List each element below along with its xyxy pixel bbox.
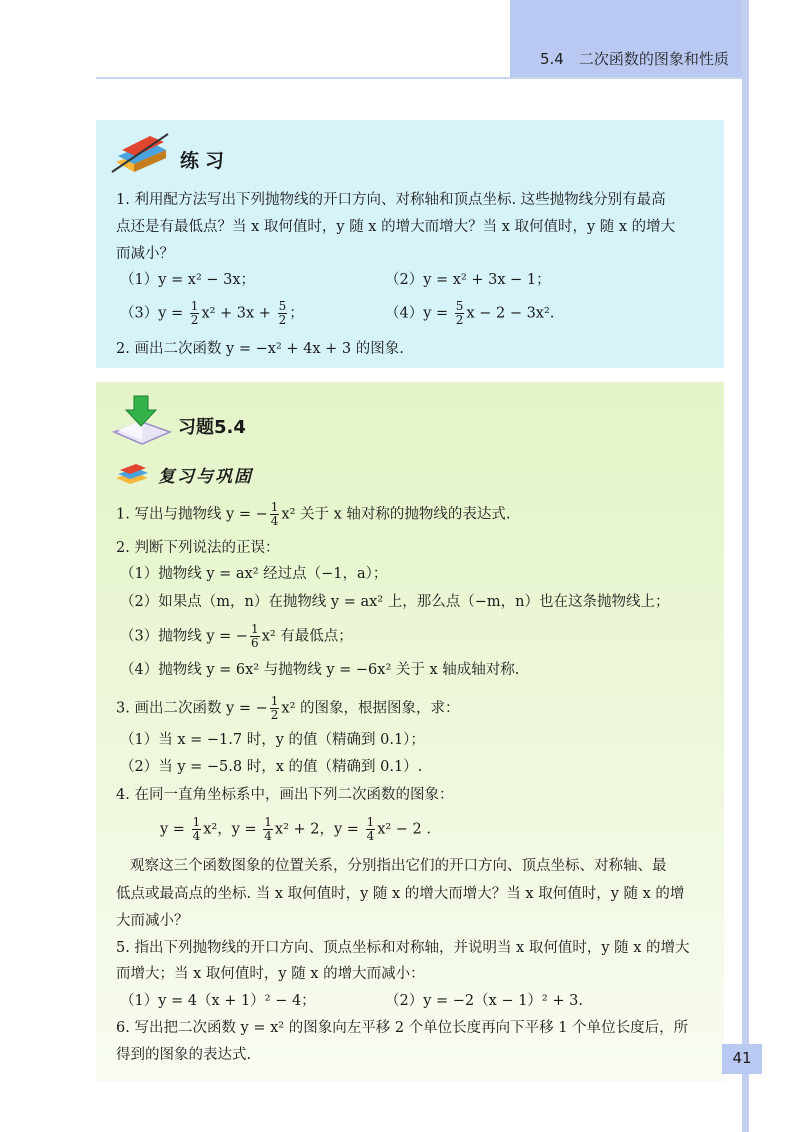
- exercise-q4-line3: 大而减小？: [116, 913, 189, 929]
- review-book-icon: [112, 460, 152, 486]
- header-rule: [96, 77, 742, 79]
- exercise-q3-part2: （2）当 y = −5.8 时，x 的值（精确到 0.1）.: [120, 759, 423, 775]
- exercise-q6-line1: 6. 写出把二次函数 y = x² 的图象向左平移 2 个单位长度再向下平移 1 个单位长度后，所: [116, 1020, 689, 1036]
- practice-q1-line1: 1. 利用配方法写出下列抛物线的开口方向、对称轴和顶点坐标. 这些抛物线分别有最高: [116, 192, 666, 208]
- practice-q1-part1: （1）y = x² − 3x；: [120, 272, 256, 288]
- exercise-notebook-icon: [108, 392, 174, 450]
- exercise-q2-part4: （4）抛物线 y = 6x² 与抛物线 y = −6x² 关于 x 轴成轴对称.: [120, 662, 520, 678]
- exercise-q6-line2: 得到的图象的表达式.: [116, 1047, 252, 1063]
- practice-q1-part4: （4）y = $\frac{5}{2}$ x − 2 − 3x².: [385, 299, 555, 327]
- exercise-q5-part2: （2）y = −2（x − 1）² + 3.: [385, 993, 583, 1009]
- exercise-q3-part1: （1）当 x = −1.7 时，y 的值（精确到 0.1）；: [120, 732, 425, 748]
- exercise-q2: 2. 判断下列说法的正误：: [116, 540, 280, 556]
- exercise-q1: 1. 写出与抛物线 y = − $\frac{1}{4}$ x² 关于 x 轴对称的抛物线的表达式.: [116, 500, 511, 528]
- exercise-q2-part3: （3）抛物线 y = − $\frac{1}{6}$ x² 有最低点；: [120, 622, 353, 650]
- review-subtitle: 复习与巩固: [158, 467, 253, 487]
- page-number: 41: [732, 1049, 752, 1067]
- practice-book-icon: [108, 128, 174, 176]
- exercise-title: 习题5.4: [178, 417, 246, 438]
- exercise-q4-functions: y = $\frac{1}{4}$ x²，y = $\frac{1}{4}$ x² + 2，y = $\frac{1}{4}$ x² − 2 .: [160, 815, 432, 843]
- practice-q1-part2: （2）y = x² + 3x − 1；: [385, 272, 551, 288]
- practice-q1-line3: 而减小？: [116, 246, 174, 262]
- practice-q2: 2. 画出二次函数 y = −x² + 4x + 3 的图象.: [116, 341, 404, 357]
- practice-title: 练习: [180, 150, 231, 172]
- exercise-q4: 4. 在同一直角坐标系中，画出下列二次函数的图象：: [116, 787, 454, 803]
- exercise-q5-line2: 而增大；当 x 取何值时，y 随 x 的增大而减小：: [116, 966, 425, 982]
- exercise-q2-part1: （1）抛物线 y = ax² 经过点（−1，a）；: [120, 566, 388, 582]
- right-margin-bar: [742, 0, 749, 1132]
- exercise-q5-line1: 5. 指出下列抛物线的开口方向、顶点坐标和对称轴，并说明当 x 取何值时，y 随 x 的增大: [116, 940, 690, 956]
- exercise-q5-part1: （1）y = 4（x + 1）² − 4；: [120, 993, 316, 1009]
- section-title: 5.4 二次函数的图象和性质: [540, 50, 729, 68]
- exercise-q4-line1: 观察这三个函数图象的位置关系，分别指出它们的开口方向、顶点坐标、对称轴、最: [130, 858, 667, 874]
- exercise-q4-line2: 低点或最高点的坐标. 当 x 取何值时，y 随 x 的增大而增大？当 x 取何值时，y 随 x 的增: [116, 886, 685, 902]
- exercise-q3: 3. 画出二次函数 y = − $\frac{1}{2}$ x² 的图象，根据图象，求：: [116, 694, 460, 722]
- practice-q1-part3: （3）y = $\frac{1}{2}$ x² + 3x + $\frac{5}{2}$ ；: [120, 299, 304, 327]
- exercise-q2-part2: （2）如果点（m，n）在抛物线 y = ax² 上，那么点（−m，n）也在这条抛物线上；: [120, 594, 670, 610]
- practice-q1-line2: 点还是有最低点？当 x 取何值时，y 随 x 的增大而增大？当 x 取何值时，y 随 x 的增大: [116, 219, 676, 235]
